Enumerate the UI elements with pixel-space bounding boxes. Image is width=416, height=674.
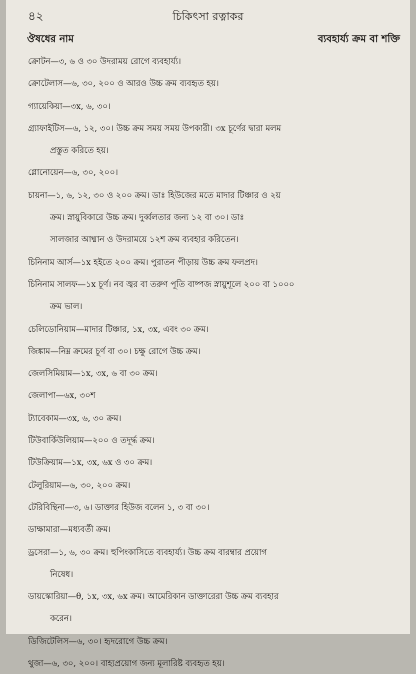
- entry-text: জেলসিমিয়াম—১x, ৩x, ৬ বা ৩০ ক্রম।: [28, 368, 158, 379]
- entry-text: গ্যায়েকিয়া—৩x, ৬, ৩০।: [28, 100, 111, 111]
- medicine-entry: [28, 50, 400, 72]
- entry-text: ড্রসেরা—১, ৬, ৩০ ক্রম। হুপিংকাসিতে ব্যবহার্য্য। উচ্চ ক্রম বারম্বার প্রয়োগ: [28, 546, 267, 557]
- entry-text: টিউক্রিয়াম—১x, ৩x, ৬x ও ৩০ ক্রম।: [28, 457, 153, 468]
- entry-text: চেলিডোনিয়াম—মাদার টিঞ্চার, ১x, ৩x, এবং ৩০ ক্রম।: [28, 323, 209, 334]
- entry-continuation: সালজার আধ্মান ও উদরাময়ে ১২শ ক্রম ব্যবহার করিতেন।: [50, 234, 239, 245]
- entry-continuation: ক্রম। স্নায়ুবিকারে উচ্চ ক্রম। দুর্ব্বলতার জন্য ১২ বা ৩০। ডাঃ: [50, 212, 245, 223]
- entry-continuation: প্রস্তুত করিতে হয়।: [50, 145, 109, 156]
- medicine-entry: [28, 184, 400, 251]
- entry-text: টিউবার্কিউলিয়াম—২০০ ও তদূর্দ্ধ ক্রম।: [28, 435, 155, 446]
- entry-text: ডায়স্কোরিয়া—θ, ১x, ৩x, ৬x ক্রম। আমেরিকান ডাক্তারেরা উচ্চ ক্রম ব্যবহার: [28, 591, 279, 602]
- entry-text: ক্রোটন—৩, ৬ ও ৩০ উদরাময় রোগে ব্যবহার্য্য।: [28, 56, 182, 66]
- medicine-entry: [28, 630, 400, 652]
- medicine-entry: [28, 384, 400, 406]
- medicine-entry: [28, 318, 400, 340]
- medicine-entry: [28, 72, 400, 94]
- column-headings: [6, 32, 410, 46]
- entry-text: জেলাপা—৬x, ৩০শ: [28, 390, 96, 401]
- medicine-entry: [28, 518, 400, 540]
- entry-text: টেরিবিন্থিনা—৩, ৬। ডাক্তার হিউজ বলেন ১, ৩ বা ৩০।: [28, 501, 210, 512]
- running-title: চিকিৎসা রত্নাকর: [172, 10, 244, 23]
- medicine-entry: [28, 451, 400, 473]
- medicine-entry: [28, 95, 400, 117]
- entry-continuation: ক্রম ভাল।: [50, 301, 83, 312]
- column-heading-medicine-name: ঔষধের নাম: [27, 34, 74, 45]
- medicine-entry: [28, 541, 400, 586]
- medicine-entry: [28, 429, 400, 451]
- medicine-entry: [28, 474, 400, 496]
- column-heading-potency: ব্যবহার্য্য ক্রম বা শক্তি: [317, 34, 400, 45]
- medicine-entry: [28, 161, 400, 183]
- medicine-entry: [28, 273, 400, 318]
- entry-text: গ্লোনোয়েন—৬, ৩০, ২০০।: [28, 167, 119, 178]
- entry-text: জিঙ্কাম—নিম্ন ক্রমের চূর্ণ বা ৩০। চক্ষু রোগে উচ্চ ক্রম।: [28, 345, 201, 356]
- book-page: [6, 0, 410, 669]
- medicine-entry: [28, 407, 400, 429]
- entry-text: চিনিনাম সালফ—১x চূর্ণ। নব জ্বর বা তরুণ পূতি বাষ্পজ স্নায়ুশূলে ২০০ বা ১০০০: [28, 278, 295, 289]
- entry-text: ডাক্ষামারা—মধ্যবর্তী ক্রম।: [28, 524, 111, 535]
- medicine-entry: [28, 496, 400, 518]
- medicine-entry: [28, 585, 400, 630]
- entry-continuation: নিষেধ।: [50, 568, 74, 579]
- medicine-list: [28, 50, 400, 674]
- entry-text: থুজা—৬, ৩০, ২০০। বাহ্যপ্রয়োগ জন্য মূলারিষ্ট ব্যবহৃত হয়।: [28, 658, 225, 669]
- entry-text: ট্যাবেকাম—৩x, ৬, ৩০ ক্রম।: [28, 412, 122, 423]
- entry-text: ডিজিটেলিস—৬, ৩০। হৃদরোগে উচ্চ ক্রম।: [28, 635, 168, 646]
- entry-text: চায়না—১, ৬, ১২, ৩০ ও ২০০ ক্রম। ডাঃ হিউজের মতে মাদার টিঞ্চার ও ২য়: [28, 189, 281, 200]
- medicine-entry: [28, 117, 400, 162]
- entry-text: ক্রোটেলাস—৬, ৩০, ২০০ ও আরও উচ্চ ক্রম ব্যবহৃত হয়।: [28, 78, 219, 89]
- medicine-entry: [28, 652, 400, 674]
- medicine-entry: [28, 340, 400, 362]
- medicine-entry: [28, 251, 400, 273]
- entry-continuation: করেন।: [50, 613, 72, 624]
- medicine-entry: [28, 362, 400, 384]
- entry-text: গ্র্যাফাইটিস—৬, ১২, ৩০। উচ্চ ক্রম সময় সময় উপকারী। ৩x চূর্ণের দ্বারা মলম: [28, 122, 282, 133]
- page-number: ৪২: [28, 9, 44, 23]
- entry-text: চিনিনাম আর্স—১x হইতে ২০০ ক্রম। পুরাতন পীড়ায় উচ্চ ক্রম ফলপ্রদ।: [28, 256, 258, 267]
- entry-text: টেলুরিয়াম—৬, ৩০, ২০০ ক্রম।: [28, 479, 131, 490]
- page-header: [6, 8, 410, 24]
